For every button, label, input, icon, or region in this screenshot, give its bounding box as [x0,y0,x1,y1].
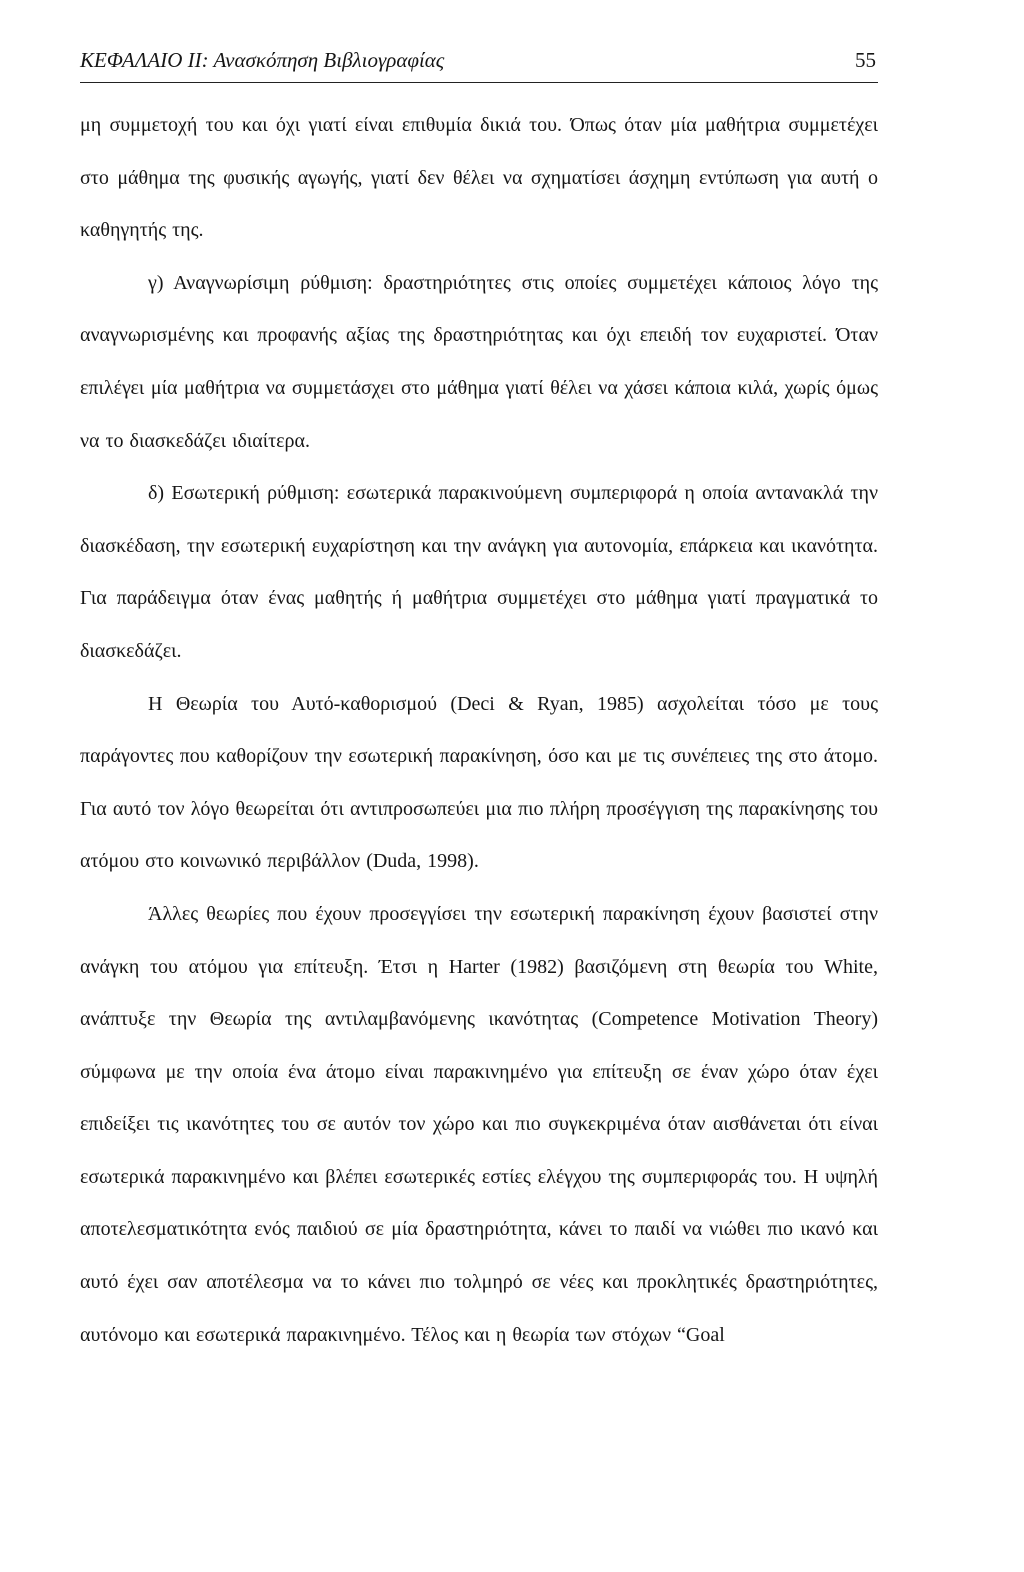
document-page [80,48,878,1361]
paragraph-5: Άλλες θεωρίες που έχουν προσεγγίσει την εσωτερική παρακίνηση έχουν βασιστεί στην ανάγκη του ατόμου για επίτευξη. Έτσι η Harter (1982) βασιζόμενη στη θεωρία του White, ανάπτυξε την Θεωρία της αντιλαμβανόμενης ικανότητας (Competence Motivation Theory) σύμφωνα με την οποία ένα άτομο είναι παρακινημένο για επίτευξη σε έναν χώρο όταν έχει επιδείξει τις ικανότητες του σε αυτόν τον χώρο και πιο συγκεκριμένα όταν αισθάνεται ότι είναι εσωτερικά παρακινημένο και βλέπει εσωτερικές εστίες ελέγχου της συμπεριφοράς του. Η υψηλή αποτελεσματικότητα ενός παιδιού σε μία δραστηριότητα, κάνει το παιδί να νιώθει πιο ικανό και αυτό έχει σαν αποτέλεσμα να το κάνει πιο τολμηρό σε νέες και προκλητικές δραστηριότητες, αυτόνομο και εσωτερικά παρακινημένο. Τέλος και η θεωρία των στόχων “Goal [80,902,878,1346]
running-header [80,48,878,83]
body-text [80,99,878,1361]
chapter-title: ΚΕΦΑΛΑΙΟ ΙΙ: Ανασκόπηση Βιβλιογραφίας [80,48,445,72]
paragraph-2: γ) Αναγνωρίσιμη ρύθμιση: δραστηριότητες στις οποίες συμμετέχει κάποιος λόγο της αναγνωρισμένης και προφανής αξίας της δραστηριότητας και όχι επειδή τον ευχαριστεί. Όταν επιλέγει μία μαθήτρια να συμμετάσχει στο μάθημα γιατί θέλει να χάσει κάποια κιλά, χωρίς όμως να το διασκεδάζει ιδιαίτερα. [80,271,878,452]
paragraph-4: Η Θεωρία του Αυτό-καθορισμού (Deci & Ryan, 1985) ασχολείται τόσο με τους παράγοντες που καθορίζουν την εσωτερική παρακίνηση, όσο και με τις συνέπειες της στο άτομο. Για αυτό τον λόγο θεωρείται ότι αντιπροσωπεύει μια πιο πλήρη προσέγγιση της παρακίνησης του ατόμου στο κοινωνικό περιβάλλον (Duda, 1998). [80,692,878,873]
paragraph-1: μη συμμετοχή του και όχι γιατί είναι επιθυμία δικιά του. Όπως όταν μία μαθήτρια συμμετέχει στο μάθημα της φυσικής αγωγής, γιατί δεν θέλει να σχηματίσει άσχημη εντύπωση για αυτή ο καθηγητής της. [80,114,878,242]
paragraph-3: δ) Εσωτερική ρύθμιση: εσωτερικά παρακινούμενη συμπεριφορά η οποία αντανακλά την διασκέδαση, την εσωτερική ευχαρίστηση και την ανάγκη για αυτονομία, επάρκεια και ικανότητα. Για παράδειγμα όταν ένας μαθητής ή μαθήτρια συμμετέχει στο μάθημα γιατί πραγματικά το διασκεδάζει. [80,482,878,662]
page-number: 55 [855,48,876,72]
